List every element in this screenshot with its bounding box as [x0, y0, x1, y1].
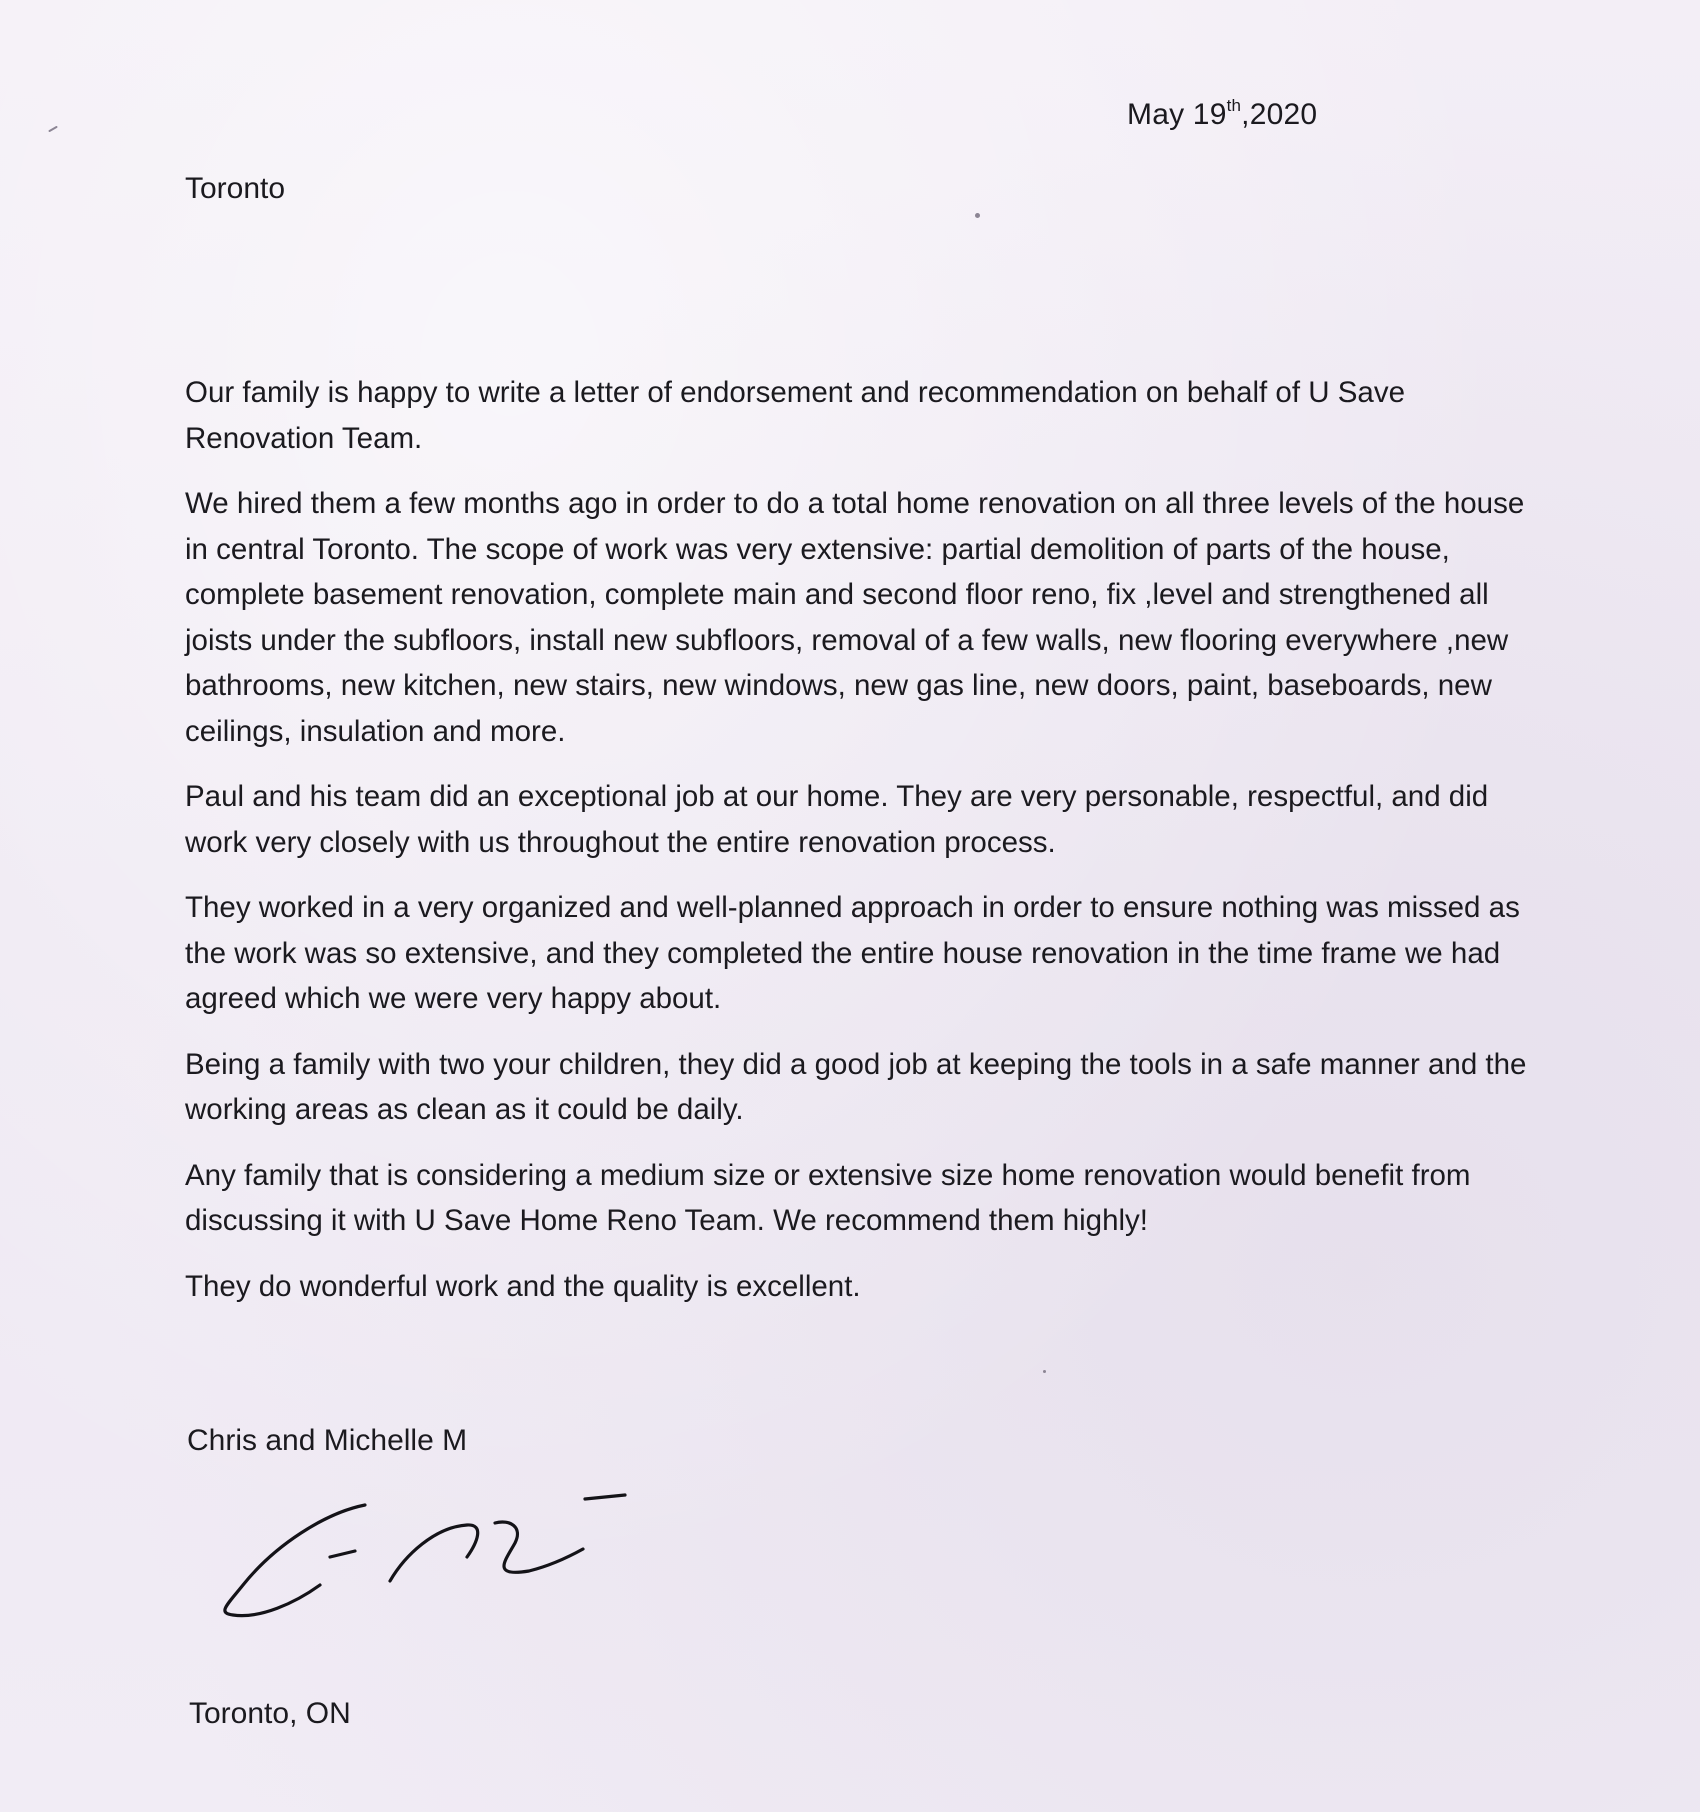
date-year: ,2020	[1241, 98, 1318, 131]
signature-icon	[205, 1485, 645, 1630]
letter-date	[1127, 98, 1317, 132]
paragraph-endorsement: Our family is happy to write a letter of endorsement and recommendation on behalf of U Save Renovation Team.	[185, 376, 1405, 455]
signer-city: Toronto, ON	[189, 1697, 351, 1730]
date-ordinal: th	[1226, 96, 1242, 115]
date-day: May 19	[1127, 98, 1227, 131]
paragraph-quality: They do wonderful work and the quality is excellent.	[185, 1269, 861, 1303]
paper-speck	[48, 126, 58, 133]
sender-city: Toronto	[185, 172, 286, 205]
closing-names: Chris and Michelle M	[187, 1424, 468, 1457]
paragraph-team: Paul and his team did an exceptional job at our home. They are very personable, respectful, and did work very closely with us throughout the entire renovation process.	[185, 780, 1489, 859]
paragraph-family: Being a family with two your children, they did a good job at keeping the tools in a safe manner and the working areas as clean as it could be daily.	[185, 1047, 1527, 1126]
paper-speck	[1043, 1370, 1046, 1373]
paper-speck	[975, 213, 980, 218]
paragraph-organized: They worked in a very organized and well-planned approach in order to ensure nothing was missed as the work was so extensive, and they completed the entire house renovation in the time frame we had agreed which we were very happy about.	[185, 891, 1520, 1015]
letter-body	[185, 370, 1555, 1329]
paragraph-recommend: Any family that is considering a medium size or extensive size home renovation would benefit from discussing it with U Save Home Reno Team. We recommend them highly!	[185, 1158, 1471, 1237]
paragraph-scope: We hired them a few months ago in order to do a total home renovation on all three levels of the house in central Toronto. The scope of work was very extensive: partial demolition of parts of the house, complete basement renovation, complete main and second floor reno, fix ,level and strengthened all joists under the subfloors, install new subfloors, removal of a few walls, new flooring everywhere ,new bathrooms, new kitchen, new stairs, new windows, new gas line, new doors, paint, baseboards, new ceilings, insulation and more.	[185, 487, 1525, 748]
